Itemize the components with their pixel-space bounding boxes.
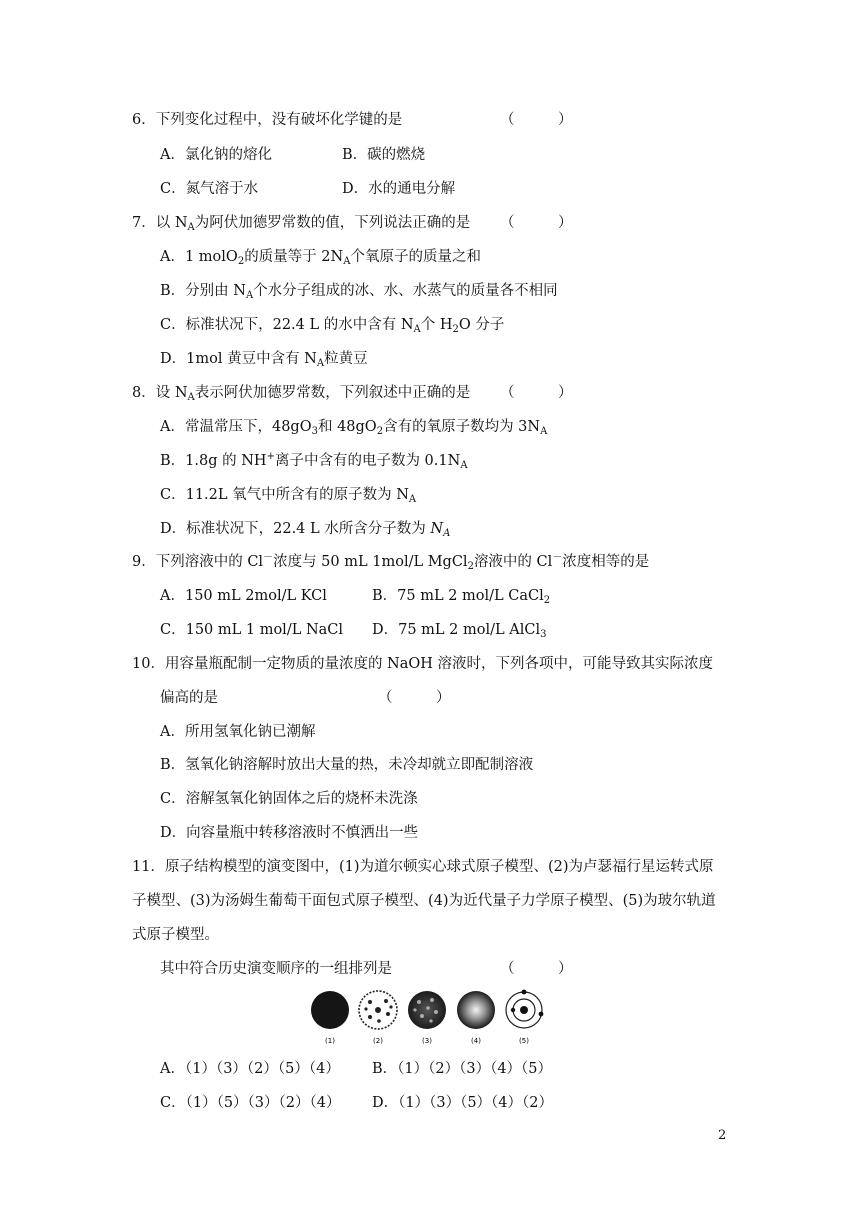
rutherford-model-icon	[359, 991, 397, 1029]
question-7-option-d: D．1mol 黄豆中含有 $N_A$粒黄豆	[160, 351, 368, 369]
question-7-option-c: C．标准状况下，22.4 L 的水中含有 $N_A$个 $H_2O$ 分子	[160, 317, 505, 335]
question-10-option-a: A．所用氢氧化钠已潮解	[160, 724, 316, 740]
model-label: (3)	[422, 1037, 432, 1045]
question-11-option-d: D．（1）（3）（5）（4）（2）	[372, 1095, 554, 1111]
answer-paren: （ ）	[500, 112, 573, 128]
question-10-option-b: B．氢氧化钠溶解时放出大量的热，未冷却就立即配制溶液	[160, 757, 534, 773]
question-11-option-a: A．（1）（3）（2）（5）（4）	[160, 1061, 340, 1077]
question-9-option-c: C．150 mL 1 mol/L NaCl	[160, 622, 344, 638]
question-7-stem: 7．以 $N_A$为阿伏加德罗常数的值，下列说法正确的是	[132, 215, 471, 233]
question-8-option-c: C．11.2L 氧气中所含有的原子数为 $N_A$	[160, 487, 417, 505]
answer-paren: （ ）	[378, 690, 451, 706]
question-11-stem-3: 式原子模型。	[132, 927, 219, 943]
quantum-model-icon	[457, 991, 495, 1029]
question-10-stem-cont: 偏高的是	[160, 690, 218, 706]
question-10-option-c: C．溶解氢氧化钠固体之后的烧杯未洗涤	[160, 791, 418, 807]
question-8-option-a: A．常温常压下，$48gO_3$和 $48gO_2$含有的氧原子数均为 $3N_A$	[160, 419, 548, 437]
question-10-stem: 10．用容量瓶配制一定物质的量浓度的 NaOH 溶液时，下列各项中，可能导致其实际浓度	[132, 656, 714, 672]
answer-paren: （ ）	[500, 961, 573, 977]
answer-paren: （ ）	[500, 385, 573, 401]
question-6-stem: 6．下列变化过程中，没有破坏化学键的是	[132, 112, 403, 128]
question-9-option-b: B．75 mL 2 mol/L CaCl$_2$	[372, 588, 551, 606]
model-label: (1)	[325, 1037, 335, 1045]
question-10-option-d: D．向容量瓶中转移溶液时不慎洒出一些	[160, 825, 419, 841]
question-7-option-a: A．1 molO$_2$的质量等于 $2N_A$个氧原子的质量之和	[160, 249, 481, 267]
question-9-option-a: A．150 mL 2mol/L KCl	[160, 588, 327, 604]
question-6-option-b: B．碳的燃烧	[342, 147, 426, 163]
question-11-stem-4: 其中符合历史演变顺序的一组排列是	[160, 961, 392, 977]
page-number: 2	[718, 1128, 727, 1143]
question-11-option-b: B．（1）（2）（3）（4）（5）	[372, 1061, 553, 1077]
question-6-option-c: C．氮气溶于水	[160, 181, 259, 197]
question-9-stem: 9．下列溶液中的 Cl－浓度与 50 mL 1mol/L MgCl$_2$溶液中的 Cl－浓度相等的是	[132, 552, 650, 572]
question-7-option-b: B．分别由 $N_A$个水分子组成的冰、水、水蒸气的质量各不相同	[160, 283, 558, 301]
question-6-option-d: D．水的通电分解	[342, 181, 456, 197]
question-9-option-d: D．75 mL 2 mol/L AlCl$_3$	[372, 622, 547, 640]
question-8-option-d: D．标准状况下，22.4 L 水所含分子数为 $N_A$	[160, 521, 451, 539]
question-11-stem-2: 子模型、(3)为汤姆生葡萄干面包式原子模型、(4)为近代量子力学原子模型、(5)为玻尔轨道	[132, 893, 716, 909]
answer-paren: （ ）	[500, 215, 573, 231]
question-11-stem-1: 11．原子结构模型的演变图中，(1)为道尔顿实心球式原子模型、(2)为卢瑟福行星运转式原	[132, 859, 714, 875]
question-8-option-b: B．1.8g 的 NH+离子中含有的电子数为 $0.1N_A$	[160, 451, 468, 471]
dalton-model-icon	[311, 991, 349, 1029]
model-label: (4)	[471, 1037, 481, 1045]
question-8-stem: 8．设 $N_A$表示阿伏加德罗常数，下列叙述中正确的是	[132, 385, 471, 403]
model-label: (5)	[519, 1037, 529, 1045]
question-11-option-c: C．（1）（5）（3）（2）（4）	[160, 1095, 341, 1111]
question-6-option-a: A．氯化钠的熔化	[160, 147, 272, 163]
atom-models-figure	[308, 986, 544, 1046]
thomson-model-icon	[408, 991, 446, 1029]
bohr-model-icon	[506, 990, 543, 1028]
model-label: (2)	[373, 1037, 383, 1045]
